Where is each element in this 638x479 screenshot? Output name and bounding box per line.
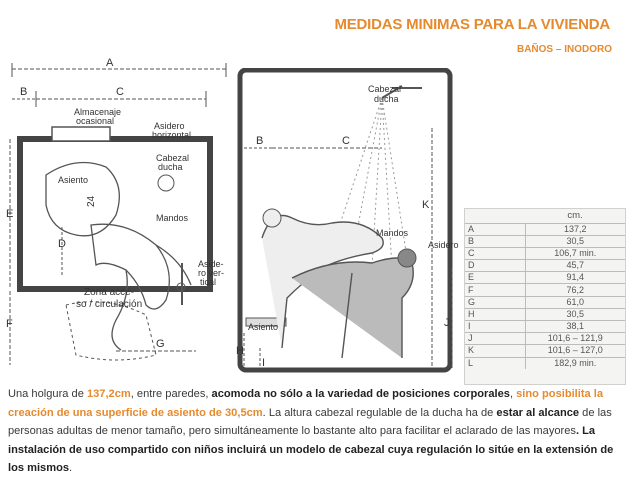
zone-label-1: Zona acce- <box>84 287 135 298</box>
dim-label-g: G <box>156 338 165 350</box>
seat-label: Asiento <box>248 322 279 332</box>
dimension-value: 182,9 min. <box>525 357 625 369</box>
dimension-value: 61,0 <box>525 296 625 308</box>
shower-head-label-1: Cabezal <box>156 153 190 163</box>
dim-label-h: H <box>236 345 244 357</box>
dimension-value: 101,6 – 127,0 <box>525 345 625 357</box>
dim-label-k: K <box>422 199 430 211</box>
page-title: MEDIDAS MINIMAS PARA LA VIVIENDA <box>334 16 610 33</box>
dim-label-e: E <box>6 208 14 220</box>
controls-label: Mandos <box>156 213 189 223</box>
shower-head-label-2: ducha <box>374 94 399 104</box>
table-row <box>465 260 625 272</box>
dim-label-f: F <box>6 318 13 330</box>
unit-header: cm. <box>567 210 583 222</box>
handrail-label: Asidero <box>428 240 459 250</box>
dim-label-a: A <box>106 57 114 69</box>
dimension-value: 30,5 <box>525 235 625 247</box>
table-row <box>465 272 625 284</box>
table-row <box>465 345 625 357</box>
dim-label-d: D <box>58 238 66 250</box>
table-row <box>465 247 625 259</box>
dimension-key: A <box>465 223 525 235</box>
dim-label-c: C <box>342 135 350 147</box>
storage-label-1: Almacenaje <box>74 107 122 117</box>
dimension-key: D <box>465 260 525 272</box>
dim-label-j: J <box>444 317 450 329</box>
dimension-key: L <box>465 357 525 369</box>
table-row <box>465 308 625 320</box>
handrail-vertical-label-2: ro ver- <box>198 268 225 278</box>
dimension-value: 101,6 – 121,9 <box>525 333 625 345</box>
dimension-key: C <box>465 247 525 259</box>
shower-head-label-1: Cabezal <box>368 84 402 94</box>
handrail-vertical-label-3: tical <box>200 277 217 287</box>
description-paragraph: Una holgura de 137,2cm, entre paredes, acomoda no sólo a la variedad de posiciones corporales, sino posibilita la creación de una superficie de asiento de 30,5cm. La altura cabezal regulable de la ducha ha de estar al alcance de las personas adultas de menor tamaño, pero simultáneamente lo bastante alto para facilitar el aclarado de las mayores. La instalación de uso compartido con niños incluirá un modelo de cabezal cuya regulación lo sitúe en la extensión de los mismos. <box>8 388 614 475</box>
dimension-key: G <box>465 296 525 308</box>
dimension-key: I <box>465 321 525 333</box>
dimension-key: B <box>465 235 525 247</box>
page-subtitle: BAÑOS – INODORO <box>516 44 612 55</box>
handrail-horizontal-label-1: Asidero <box>154 121 185 131</box>
dimension-key: E <box>465 272 525 284</box>
table-row <box>465 357 625 369</box>
dimension-key: K <box>465 345 525 357</box>
bathroom-plan-figure <box>6 55 231 373</box>
seat-label: Asiento <box>58 175 89 185</box>
dimension-value: 38,1 <box>525 321 625 333</box>
storage-label-2: ocasional <box>76 116 115 126</box>
table-row <box>465 333 625 345</box>
dim-label-i: I <box>262 357 266 369</box>
dimension-value: 106,7 min. <box>525 247 625 259</box>
table-row <box>465 321 625 333</box>
bathroom-elevation-figure <box>232 68 462 373</box>
table-row <box>465 235 625 247</box>
dimension-value: 30,5 <box>525 308 625 320</box>
table-row <box>465 296 625 308</box>
dimension-key: H <box>465 308 525 320</box>
handrail-vertical-label-1: Aside- <box>198 259 224 269</box>
handrail-horizontal-label-2: horizontal <box>152 130 192 140</box>
dimension-value: 91,4 <box>525 272 625 284</box>
dim-label-b: B <box>20 86 28 98</box>
table-row <box>465 284 625 296</box>
dimensions-table <box>464 208 626 385</box>
shower-head-label-2: ducha <box>158 162 183 172</box>
dimension-value: 137,2 <box>525 223 625 235</box>
table-row <box>465 223 625 235</box>
dimension-key: J <box>465 333 525 345</box>
dim-label-24: 24 <box>86 195 97 207</box>
dimension-value: 45,7 <box>525 260 625 272</box>
dim-label-c: C <box>116 86 124 98</box>
dim-label-b: B <box>256 135 264 147</box>
controls-label: Mandos <box>376 228 409 238</box>
dimension-key: F <box>465 284 525 296</box>
zone-label-2: so / circulación <box>76 299 143 310</box>
dimension-value: 76,2 <box>525 284 625 296</box>
